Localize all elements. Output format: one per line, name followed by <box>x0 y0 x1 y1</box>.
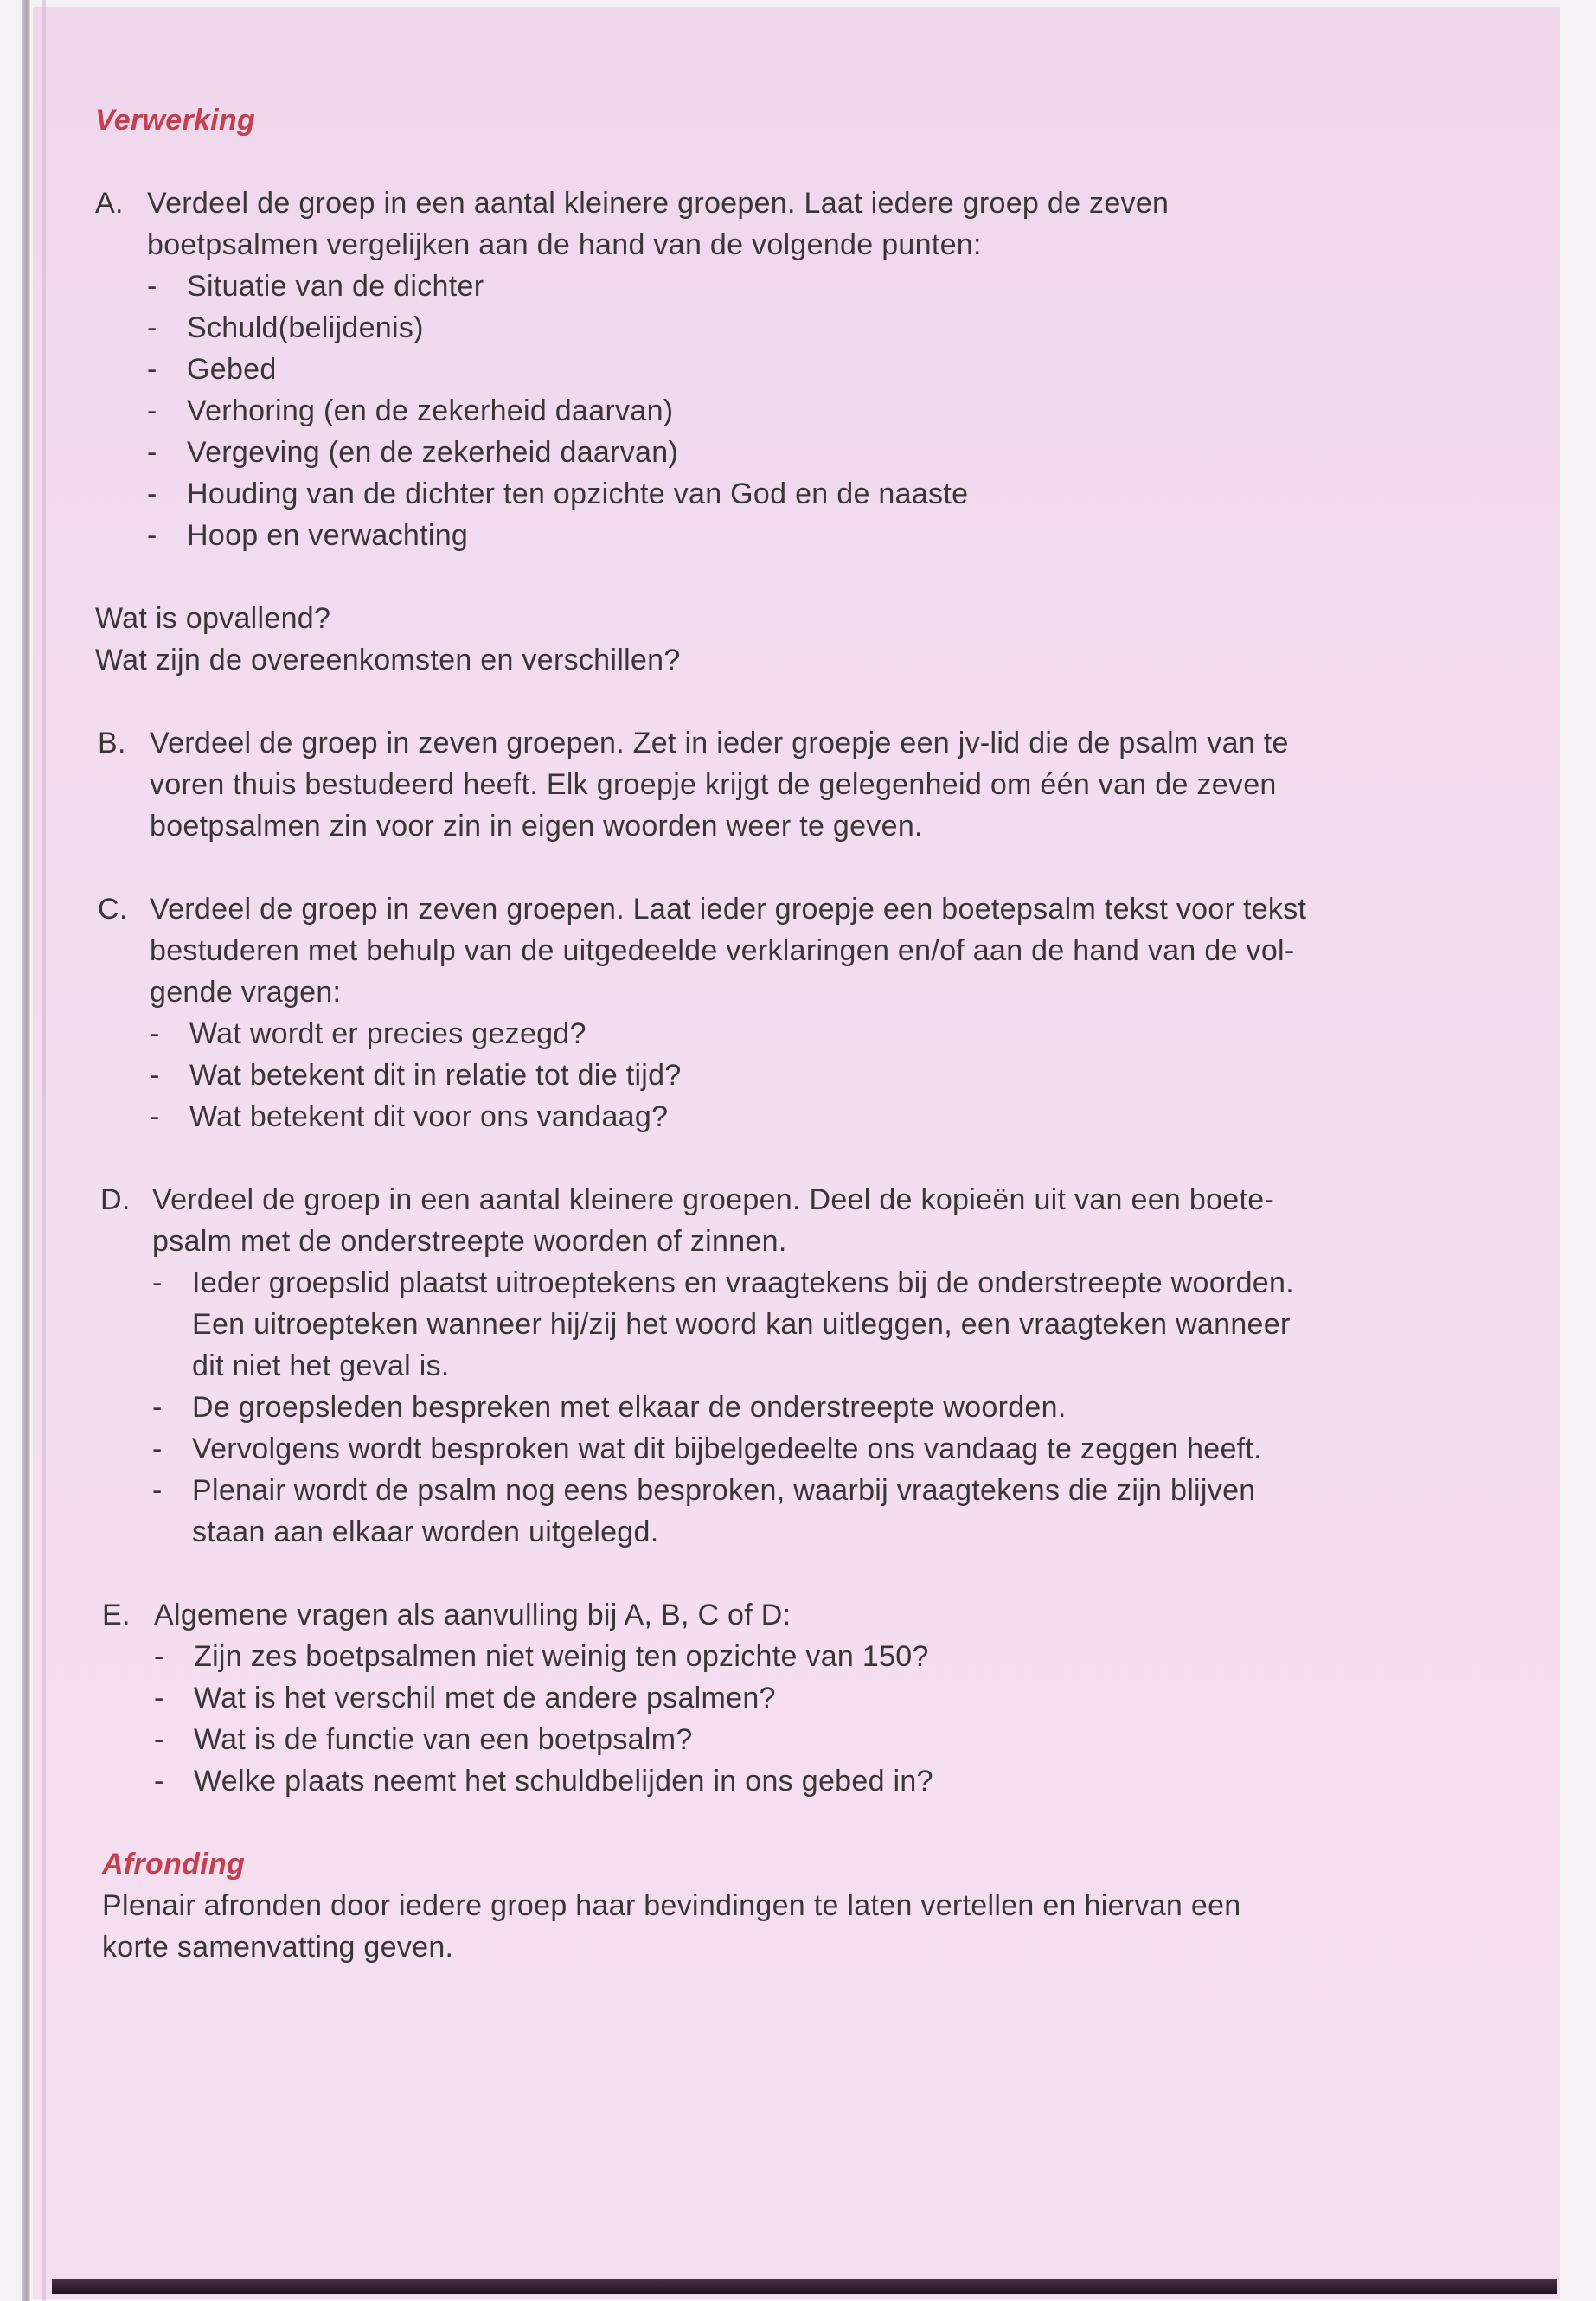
bullet-marker: - <box>147 311 157 344</box>
page-content <box>95 99 1531 1968</box>
list-item <box>102 1636 1531 1677</box>
paragraph-line: Verdeel de groep in zeven groepen. Zet in ieder groepje een jv-lid die de psalm van te <box>150 727 1289 760</box>
bullet-marker: - <box>147 353 157 386</box>
list-item-text: Ieder groepslid plaatst uitroeptekens en vraagtekens bij de onderstreepte woorden. <box>192 1266 1294 1299</box>
list-item <box>100 1470 1531 1511</box>
bullet-marker: - <box>147 394 157 427</box>
bullet-marker: - <box>154 1640 164 1673</box>
page-gutter <box>42 0 46 2301</box>
list-item-text: Wat betekent dit voor ons vandaag? <box>189 1100 669 1133</box>
paragraph-line: boetpsalmen vergelijken aan de hand van de volgende punten: <box>147 228 982 261</box>
list-item-text: Situatie van de dichter <box>187 270 484 303</box>
paragraph-line: Plenair afronden door iedere groep haar bevindingen te laten vertellen en hiervan een <box>102 1889 1241 1922</box>
list-item <box>95 349 1531 390</box>
list-item-text: Wat is de functie van een boetpsalm? <box>194 1723 693 1756</box>
paragraph-line: boetpsalmen zin voor zin in eigen woorden weer te geven. <box>150 810 923 843</box>
list-item <box>100 1262 1531 1304</box>
bullet-marker: - <box>147 478 157 510</box>
heading-verwerking: Verwerking <box>95 104 256 137</box>
book-spine-edge <box>22 0 30 2301</box>
list-item <box>95 390 1531 432</box>
list-item <box>95 307 1531 349</box>
section-label: E. <box>102 1599 131 1631</box>
list-item-text: De groepsleden bespreken met elkaar de onderstreepte woorden. <box>192 1391 1067 1424</box>
paragraph-line: voren thuis bestudeerd heeft. Elk groepje krijgt de gelegenheid om één van de zeven <box>150 768 1277 801</box>
list-item-text: Gebed <box>187 353 277 386</box>
list-item <box>98 1054 1531 1096</box>
paragraph-line: gende vragen: <box>150 976 342 1009</box>
list-item-text: Wat is het verschil met de andere psalmen? <box>194 1682 776 1715</box>
paragraph-line: korte samenvatting geven. <box>102 1931 454 1964</box>
paragraph-line: Verdeel de groep in een aantal kleinere groepen. Laat iedere groep de zeven <box>147 187 1170 220</box>
list-item <box>100 1428 1531 1470</box>
section-c <box>98 888 1531 1138</box>
page-bottom-edge <box>52 2279 1557 2294</box>
list-item <box>102 1677 1531 1719</box>
bullet-marker: - <box>150 1059 160 1092</box>
list-item-text: Wat betekent dit in relatie tot die tijd? <box>189 1059 682 1092</box>
bullet-marker: - <box>150 1100 160 1133</box>
list-item <box>95 515 1531 556</box>
heading-afronding: Afronding <box>102 1848 246 1881</box>
bullet-marker: - <box>152 1474 163 1507</box>
paragraph-line: bestuderen met behulp van de uitgedeelde verklaringen en/of aan de hand van de vol- <box>150 934 1295 967</box>
section-d <box>100 1179 1531 1553</box>
list-item-text: dit niet het geval is. <box>192 1349 450 1382</box>
section-e <box>102 1594 1531 1802</box>
bullet-marker: - <box>152 1391 163 1424</box>
bullet-marker: - <box>154 1723 164 1756</box>
section-label: C. <box>98 893 128 926</box>
list-item-text: Hoop en verwachting <box>187 519 469 552</box>
paragraph-line: Algemene vragen als aanvulling bij A, B, C of D: <box>154 1599 792 1631</box>
bullet-marker: - <box>150 1017 160 1050</box>
bullet-marker: - <box>152 1266 163 1299</box>
list-item-text: Plenair wordt de psalm nog eens besproken, waarbij vraagtekens die zijn blijven <box>192 1474 1256 1507</box>
list-item-text: Verhoring (en de zekerheid daarvan) <box>187 394 674 427</box>
list-item-text: Vervolgens wordt besproken wat dit bijbelgedeelte ons vandaag te zeggen heeft. <box>192 1433 1262 1465</box>
section-label: A. <box>95 187 124 220</box>
list-item-text: Welke plaats neemt het schuldbelijden in ons gebed in? <box>194 1765 933 1798</box>
list-item <box>98 1096 1531 1138</box>
section-label: D. <box>100 1183 131 1216</box>
question: Wat zijn de overeenkomsten en verschillen? <box>95 644 681 676</box>
list-item <box>102 1760 1531 1802</box>
bullet-marker: - <box>147 270 157 303</box>
section-a <box>95 183 1531 556</box>
bullet-marker: - <box>154 1682 164 1715</box>
list-item-text: staan aan elkaar worden uitgelegd. <box>192 1516 659 1548</box>
list-item <box>95 432 1531 473</box>
bullet-marker: - <box>152 1433 163 1465</box>
list-item-text: Wat wordt er precies gezegd? <box>189 1017 586 1050</box>
bullet-marker: - <box>154 1765 164 1798</box>
section-afronding <box>102 1843 1531 1968</box>
paragraph-line: Verdeel de groep in een aantal kleinere groepen. Deel de kopieën uit van een boete- <box>152 1183 1275 1216</box>
list-item <box>102 1719 1531 1760</box>
list-item-text: Houding van de dichter ten opzichte van God en de naaste <box>187 478 969 510</box>
list-item <box>95 473 1531 515</box>
list-item-text: Zijn zes boetpsalmen niet weinig ten opzichte van 150? <box>194 1640 929 1673</box>
list-item <box>98 1013 1531 1054</box>
list-item-text: Schuld(belijdenis) <box>187 311 424 344</box>
list-item-text: Vergeving (en de zekerheid daarvan) <box>187 436 679 469</box>
list-item <box>100 1387 1531 1428</box>
section-b <box>98 722 1531 847</box>
list-item-text: Een uitroepteken wanneer hij/zij het woord kan uitleggen, een vraagteken wanneer <box>192 1308 1291 1341</box>
section-label: B. <box>98 727 126 760</box>
question: Wat is opvallend? <box>95 602 331 635</box>
bullet-marker: - <box>147 436 157 469</box>
bullet-marker: - <box>147 519 157 552</box>
paragraph-line: psalm met de onderstreepte woorden of zinnen. <box>152 1225 787 1258</box>
list-item <box>95 266 1531 307</box>
paragraph-line: Verdeel de groep in zeven groepen. Laat ieder groepje een boetepsalm tekst voor tekst <box>150 893 1307 926</box>
